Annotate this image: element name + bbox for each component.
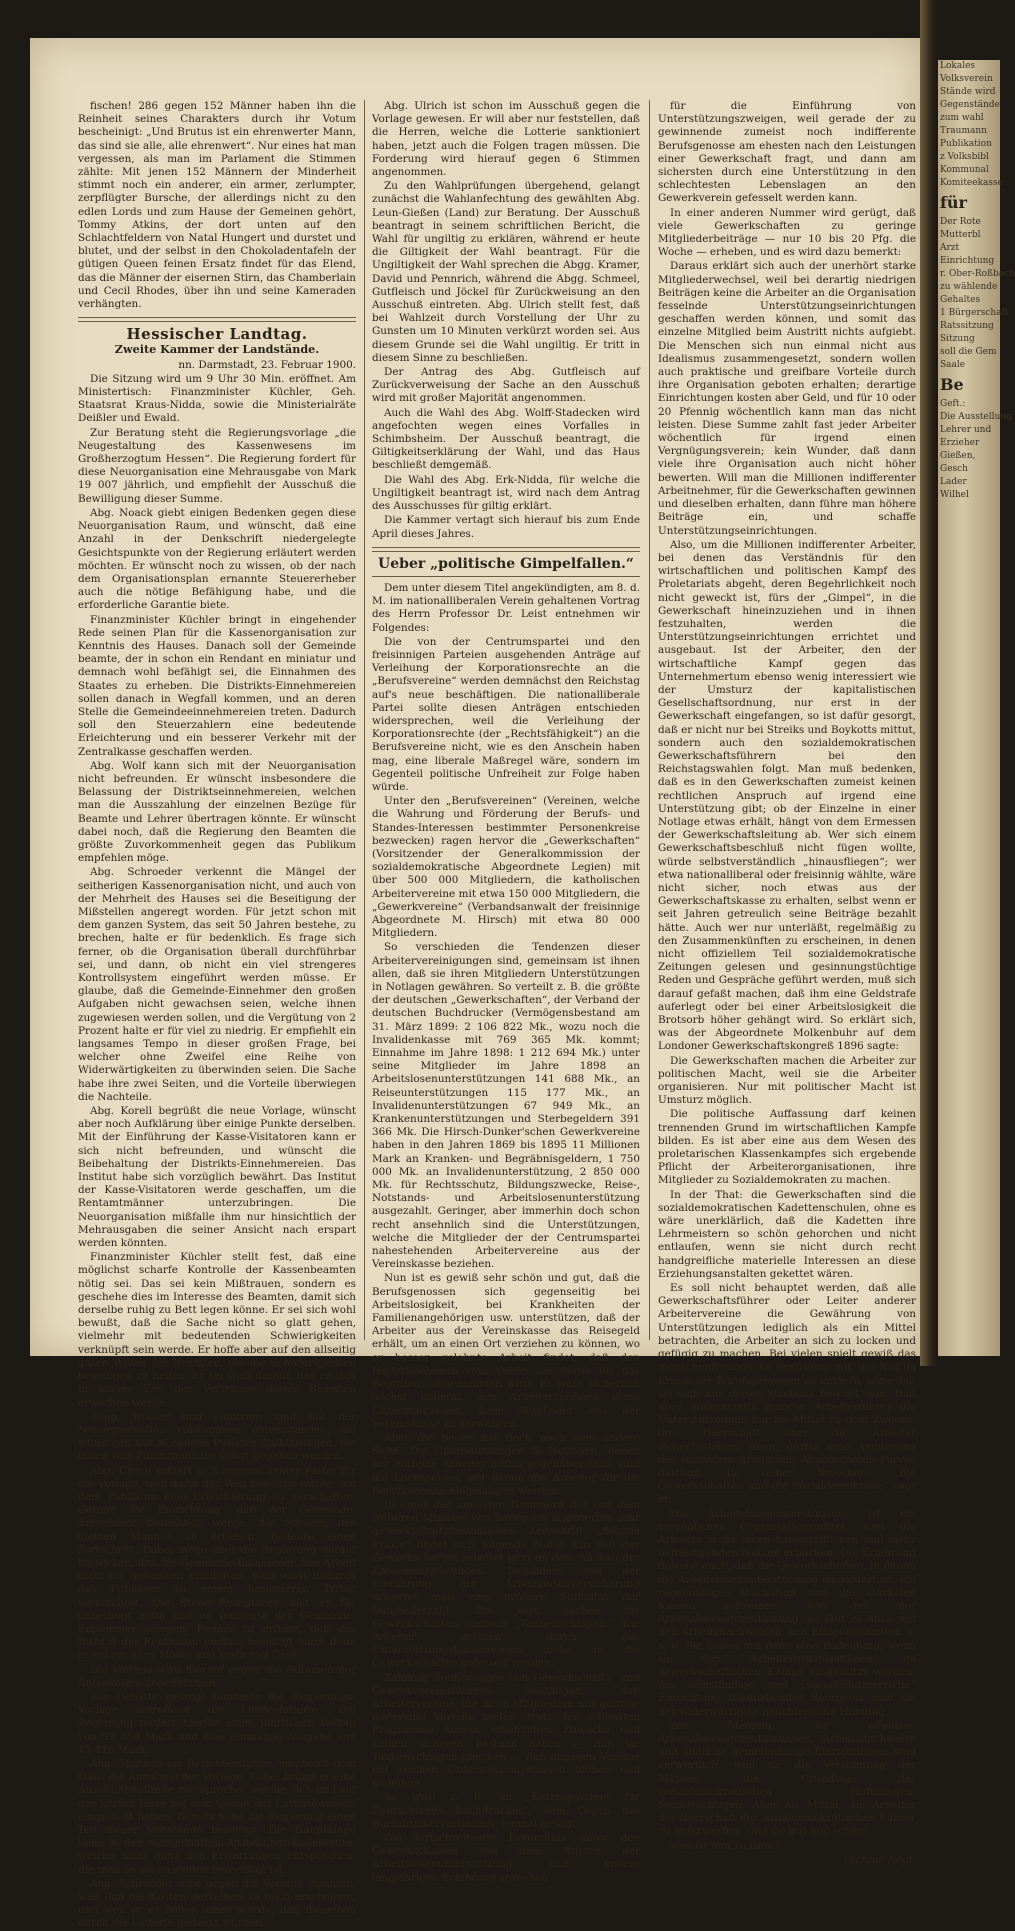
paragraph: Die politische Auffassung darf keinen trennenden Grund im wirtschaftlichen Kampfe bilden. Es ist aber eine aus dem Wesen des proletarischen Klassenkampfes sich ergebende Pflicht der Arbeiterorganisationen, ihre Mitglieder zu Sozialdemokraten zu machen. [658, 1108, 916, 1187]
paragraph: Zu den Wahlprüfungen übergehend, gelangt zunächst die Wahlanfechtung des gewählten Abg. Leun-Gießen (Land) zur Beratung. Der Ausschuß beantragt in seinem schriftlichen Bericht, die Wahl für ungiltig zu erklären, während er heute die Giltigkeit der Wahl beantragt. Für die Ungiltigkeit der Wahl sprechen die Abgg. Kramer, David und Pennrich, während die Abgg. Schmeel, Gutfleisch und Jöckel für Zurückweisung an den Ausschuß eintreten. Abg. Ulrich stellt fest, daß bei Wahlzeit durch Vorstellung der Uhr zu Gunsten um 10 Minuten verkürzt worden sei. Aus diesem Grunde sei die Wahl ungiltig. Er tritt in diesem Sinne zu beschließen. [372, 180, 640, 364]
gimpelfallen-article-continued [658, 100, 916, 1853]
adjacent-page-line: Publikation [940, 139, 992, 149]
paragraph: Abg. Schroeder verkennt die Mängel der seitherigen Kassenorganisation nicht, und auch von der Mehrheit des Hauses sei die Beseitigung der Mißstellen angeregt worden. Für jetzt schon mit dem ganzen System, das seit 50 Jahren bestehe, zu brechen, halte er für bedenklich. Es frage sich ferner, ob die Organisation überall durchführbar sei, und dann, ob nicht ein viel strengeres Kontrollsystem eingeführt werden müsse. Er glaube, daß die Gemeinde-Einnehmer den großen Aufgaben nicht gewachsen seien, welche ihnen zugewiesen werden sollen, und die Vergütung von 2 Prozent halte er für viel zu niedrig. Er empfiehlt ein langsames Tempo in dieser großen Frage, bei welcher ohne Zweifel eine Reihe von Widerwärtigkeiten zu überwinden seien. Die Sache habe ihre zwei Seiten, und die Vorteile überwiegen die Nachteile. [78, 866, 356, 1103]
adjacent-page-line: zum wahl [940, 113, 984, 123]
adjacent-page-line: Geft.: [940, 399, 966, 409]
adjacent-page-line: Be [940, 375, 964, 394]
paragraph: Die Vorlage wird hierauf gegen die Stimmen der Antisemiten angenommen. [78, 1663, 356, 1689]
paragraph: Es soll nicht behauptet werden, daß alle Gewerkschaftsführer oder Leiter anderer Arbeitervereine die Gewährung von Unterstützungen lediglich als ein Mittel betrachten, die Arbeiter an sich zu locken und gefügig zu machen. Bei vielen spielt gewiß das menschenfreundliche Bestreben mit, die Not im Kreise der Berufsgenossen zu mildern, ohne daß sie sich nur dieses Strebens bewußt sein. Daß aber andererseits manche Arbeiterführer die Unterstützungen nur als Mittel zu dem Zwecke, ihre Herrschaft über die Arbeiter sicherzustellen, üben, dürfte eine Aeußerung des sozialdemokratischen Abgeordneten Parvus darthun. In seiner Broschüre „die Gewerkschaften und die Sozialdemokratie“ sagt er: [658, 1282, 916, 1506]
adjacent-page-line: Mutterbl [940, 230, 981, 240]
adjacent-page-line: Lokales [940, 61, 976, 71]
adjacent-page-line: soll die Gem [940, 347, 997, 357]
paragraph: So verschieden die Tendenzen dieser Arbeitervereinigungen sind, gemeinsam ist ihnen allen, daß sie ihren Mitgliedern Unterstützungen in Notlagen gewähren. So verteilt z. B. die größte der deutschen „Gewerkschaften“, der Verband der deutschen Buchdrucker (Vermögensbestand am 31. März 1899: 2 106 822 Mk., wozu noch die Invalidenkasse mit 769 365 Mk. kommt; Einnahme im Jahre 1898: 1 212 694 Mk.) unter seine Mitglieder im Jahre 1898 an Arbeitslosenunterstützungen 141 688 Mk., an Reiseunterstützungen 115 177 Mk., an Invalidenunterstützungen 67 949 Mk., an Krankenunterstützungen und Sterbegeldern 391 366 Mk. Die Hirsch-Dunker'schen Gewerkvereine haben in den Jahren 1869 bis 1895 11 Millionen Mark an Kranken- und Begräbnisgeldern, 1 750 000 Mk. an Invalidenunterstützung, 2 850 000 Mk. für Rechtsschutz, Bildungszwecke, Reise-, Notstands- und Arbeitslosenunterstützung ausgezahlt. Geringer, aber immerhin doch schon recht ansehnlich sind die Unterstützungen, welche die Mitglieder der der Centrumspartei nahestehenden Arbeitervereine aus der Vereinskasse beziehen. [372, 941, 640, 1271]
paragraph: Dem unter diesem Titel angekündigten, am 8. d. M. im nationalliberalen Verein gehaltenen Vortrag des Herrn Professor Dr. Leist entnehmen wir Folgendes: [372, 581, 640, 634]
column-rule [649, 100, 650, 1340]
adjacent-page-line: Lader [940, 477, 967, 487]
headline-rule [372, 576, 640, 577]
paragraph: Finanzminister Küchler bringt in eingehender Rede seinen Plan für die Kassenorganisation zur Kenntnis des Hauses. Danach soll der Gemeinde beamte, der in schon ein Rendant en miniatur und demnach wohl befähigt sei, die Einnahmen des Staates zu erheben. Die Distrikts-Einnehmereien sollen danach in Wegfall kommen, und an deren Stelle die Gemeindeeinnehmereien treten. Dadurch soll den Steuerzahlern eine bedeutende Erleichterung und ein besserer Verkehr mit der Zentralkasse geschaffen werden. [78, 613, 356, 758]
paragraph: Abg. Korell begrüßt die neue Vorlage, wünscht aber noch Aufklärung über einige Punkte derselben. Mit der Einführung der Kasse-Visitatoren kann er sich nicht befreunden, und wünscht die Beibehaltung der Distrikts-Einnehmereien. Das Institut habe sich vorzüglich bewährt. Das Institut der Kasse-Visitatoren werde geschaffen, um die Rentamtmänner unterzubringen. Die Neuorganisation mißfalle ihm nur hinsichtlich der Mehrausgaben die seiner Ansicht nach erspart werden könnten. [78, 1105, 356, 1250]
paragraph: Abg. Wolf kann sich mit der Neuorganisation nicht befreunden. Er wünscht insbesondere die Belassung der Distriktseinnehmereien, welchen man die Ausszahlung der einzelnen Bezüge für Beamte und Lehrer übertragen könnte. Er wünscht dabei noch, daß die Regierung den Beamten die größte Zuvorkommenheit gegen das Publikum empfehlen möge. [78, 759, 356, 865]
adjacent-page-line: Wilhel [940, 490, 969, 500]
paragraph: Unter den „Berufsvereinen“ (Vereinen, welche die Wahrung und Förderung der Berufs- und Standes-Interessen bestimmter Personenkreise bezwecken) ragen hervor die „Gewerkschaften“ (Vorsitzender der Generalkommission der sozialdemokratische Abgeordnete Legien) mit über 500 000 Mitgliedern, die katholischen Arbeitervereine mit etwa 150 000 Mitgliedern, die „Gewerkvereine“ (Verbandsanwalt der freisinnige Abgeordnete M. Hirsch) mit etwa 80 000 Mitgliedern. [372, 795, 640, 940]
adjacent-page-line: Gegenstände [940, 100, 1000, 110]
adjacent-page-line: Arzt [940, 243, 960, 253]
paragraph: Auch die Wahl des Abg. Wolff-Stadecken wird angefochten wegen eines Vorfalles in Schimbsheim. Der Ausschuß beantragt, die Giltigkeitserklärung der Wahl, und das Haus beschließt demgemäß. [372, 406, 640, 472]
paragraph: Die Gewerkschaften machen die Arbeiter zur politischen Macht, weil sie die Arbeiter organisieren. Nur mit politischer Macht ist Umsturz möglich. [658, 1054, 916, 1107]
section-subheading: Zweite Kammer der Landstände. [114, 342, 320, 357]
paragraph: Zur Beratung steht die Regierungsvorlage „die Neugestaltung des Kassenwesens im Großherzogtum Hessen“. Die Regierung fordert für diese Neuorganisation eine Mehrausgabe von Mark 19 007 jährlich, und empfiehlt der Ausschuß die Bewilligung dieser Summe. [78, 426, 356, 505]
adjacent-page-line: Kommunal [940, 165, 989, 175]
paragraph: So wird z. B. im „Korrespondent für Deutschlands Buchdrucker“, dem Organ des Buchdruckerverbandes, einmal gesagt: [372, 1791, 640, 1830]
section-rule [372, 547, 640, 552]
paragraph: Zur Debatte gelangt nunmehr die Regierungs-Vorlage betreffend die Landeslotterie. Die Regierung fordert hierfür einen jährlichen Betrag von 92 850 Mark und eine einmalige Ausgabe von 15 416 Mark. [78, 1690, 356, 1756]
adjacent-page-line: Einrichtung [940, 256, 995, 266]
paragraph: Daraus erklärt sich auch der unerhört starke Mitgliederwechsel, weil bei derartig niedrigen Beiträgen keine die Arbeiter an die Organisation fesselnde Unterstützungseinrichtungen geschaffen werden können, und somit das einzelne Mitglied beim Austritt nichts aufgiebt. Die Menschen sich nun einmal nicht aus Idealismus zusammengesetzt, sondern wollen auch praktische und greifbare Vorteile durch ihre Organisation geboten erhalten; derartige Einrichtungen kosten aber Geld, und für 10 oder 20 Pfennig wöchentlich kann man das nicht leisten. Diese Summe zahlt fast jeder Arbeiter wöchentlich für irgend einen Vergnügungsverein; kein Wunder, daß dann viele ihre Organisation auch nicht höher bewerten. Will man die Millionen indifferenter Arbeitnehmer, für die Gewerkschaften gewinnen und dieselben erhalten, dann führe man höhere Beiträge ein, und schaffe Unterstützungseinrichtungen. [658, 260, 916, 537]
paragraph: Die Sitzung wird um 9 Uhr 30 Min. eröffnet. Am Ministertisch: Finanzminister Küchler, Geh. Staatsrat Kraus-Nidda, sowie die Ministerialräte Deißler und Ewald. [78, 372, 356, 425]
landtag-report-continued [372, 100, 640, 541]
paragraph: Abg. Noack giebt einigen Bedenken gegen diese Neuorganisation Raum, und wünscht, daß eine Anzahl in der Denkschrift niedergelegte Gesichtspunkte von der Regierung erläutert werden möchten. Er wünscht noch zu wissen, ob der nach dem Organisationsplan ernannte Steuererheber auch die nötige Befähigung habe, und die erforderliche Garantie biete. [78, 506, 356, 612]
paragraph: Abgg. Brauer und Guntrum sind mit der Neuorganisation vollkommen einverstanden, sie wünschen nur in einigen Punkten Aufklärungen, die ihnen vom Finanzminister sofort gegeben werden. [78, 1410, 356, 1463]
paragraph: für die Einführung von Unterstützungszweigen, weil gerade der zu gewinnende zumeist noch indifferente Berufsgenosse am ehesten nach den Leistungen einer Gewerkschaft fragt, und dann am sichersten durch eine Unterstützung in den schlechtesten Lebenslagen an den Gewerkverein gefesselt werden kann. [658, 100, 916, 205]
adjacent-page-line: Saale [940, 360, 966, 370]
paragraph: Abg. Ulrich ist schon im Ausschuß gegen die Vorlage gewesen. Er will aber nur feststellen, daß die Herren, welche die Lotterie sanktioniert haben, jetzt auch die Folgen tragen müssen. Die Forderung wird hierauf gegen 6 Stimmen angenommen. [372, 100, 640, 179]
adjacent-page-strip [938, 60, 1015, 1356]
adjacent-page-line: Ratssitzung [940, 321, 994, 331]
continuation-note: (Schluß folgt. [844, 1853, 916, 1866]
adjacent-page-line: Komiteekasse [940, 178, 1003, 188]
gimpelfallen-article [372, 582, 640, 1885]
paragraph: Nun ist es gewiß sehr schön und gut, daß die Berufsgenossen sich gegenseitig bei Arbeitslosigkeit, bei Krankheiten der Familienangehörigen usw. unterstützen, daß der Arbeiter aus der Vereinskasse das Reisegeld erhält, um an einen Ort verziehen zu können, wo er besser gelohnte Arbeit findet, daß den Hinterbliebenen vom Verein die Sorge für das Begräbnis abgenommen wird. Es wäre sicherlich höchst illiberal, den Arbeitervereinen diese Unterstützungen ihrer Mitglieder aus der Vereinskasse zu verwehren. [372, 1272, 640, 1430]
paragraph: Die fortschreitende Erkenntnis unter den Gewerkschaften von dem Nutzen der Arbeitslosenunterstützung und unsere langjährigen Erfahrung sprechen [372, 1832, 640, 1884]
paragraph: In der That: die Gewerkschaften sind die sozialdemokratischen Kadettenschulen, ohne es wäre unerklärlich, daß die Kadetten ihre Lehrmeistern so schön gehorchen und nicht entlaufen, wenn sie nicht durch recht handgreifliche materielle Interessen an diese Erziehungsanstalten gekettet wären. [658, 1188, 916, 1280]
adjacent-page-line: 1 Bürgerschaft [940, 308, 1009, 318]
adjacent-page-text [938, 60, 1015, 502]
adjacent-page-line: Lehrer und [940, 425, 992, 435]
dateline: nn. Darmstadt, 23. Februar 1900. [178, 358, 356, 371]
column-1 [78, 100, 356, 1930]
adjacent-page-line: für [940, 193, 967, 212]
paragraph: Zahllose Aeußerungen von Gewerkschafts- und Gewerkvereinsführern bestätigen, daß Arbeitervereine, die ihren Mitgliedern nur geringe materielle Vorteile bieten, trotz der schönsten Programme keinen erheblichen Zuwachs und keinen sicheren Bestand haben — daß sie Taubenschlägen gleichen — daß dagegen Vereine mit reichen Unterstützungskassen blühen und gedeihen. [372, 1671, 640, 1790]
column-rule [364, 100, 365, 1340]
adjacent-page-line: Sitzung [940, 334, 975, 344]
adjacent-page-line: Gießen, [940, 451, 976, 461]
adjacent-page-line: Volksverein [940, 74, 993, 84]
adjacent-page-line: Der Rote [940, 217, 981, 227]
adjacent-page-line: Stände wird [940, 87, 996, 97]
paragraph: In einer der neuesten Nummern der von dem früheren Minister von Berlepsch inspirierten sehr gewerkschaftsfreundlichen Zeitschrift „Soziale Praxis“ findet sich folgende Notiz: Ein Teil der Gewerkschaften arbeitet jetzt an dem Ausbau der Kasseneinrichtungen. Besonders von der Einführung der Arbeitslosenversicherung erwartet man eine größere Stabilität der Mitgliederzahl. Bis jetzt glichen die Gewerkschaften vielfach „Taubenschlägen.“ Die Arbeiter müßten durch das Unterstützungskassenwesen mehr an die Gewerkschaften gefesselt werden. [372, 1498, 640, 1670]
adjacent-page-line: Erzieher [940, 438, 980, 448]
adjacent-page-line: z Volksbibl [940, 152, 989, 162]
paragraph: Finanzminister Küchler stellt fest, daß eine möglichst scharfe Kontrolle der Kassenbeamten nötig sei. Das sei kein Mißtrauen, sondern es geschehe dies im Interesse des Beamten, damit sich derselbe ruhig zu Bett legen könne. Er sei sich wohl bewußt, daß die Sache nicht so glatt gehen, vielmehr mit bedeutenden Schwierigkeiten verknüpft sein werde. Er hoffe aber auf den allseitig guten Willen der Beamten, um die Schwierigkeiten beseitigen zu helfen. Er sei stolz darauf, daß er sich in kurzer Zeit das Vertrauen dieser Beamten erworben werde. [78, 1251, 356, 1409]
landtag-report [78, 373, 356, 1931]
column-3 [658, 100, 916, 1866]
adjacent-page-line: Gesch [940, 464, 968, 474]
column-2 [372, 100, 640, 1884]
paragraph: Abg. Ulrich erklärt sich namens seiner Partei für die Vorlage, weil darin der Weg betreten werde, um dem Publikum eine Erleichterung zu verschaffen. Gerade die Einrichtung, daß der Gemeinde-Einnehmer berechtigt werde, die Steuern des kleinen Mannes zu erheben, bedeute einen Fortschritt. Dabei möge aber die Regierung darauf hinwirken, daß die Gemeinde-Einnehmer ihre Arbeit nicht im Nebenamt erledigten, weil sonst dadurch das Publikum zu einem besonderen Tribut verpflichtet. Die Steuer-Rezeptoren hält er für unbedingt nötig und im Interesse der Gemeinde-Einnehmer gelegen. Redner ist erfreut, daß das Institut der Rentämter endlich beseitigt wird; denn es sei ein altes Möbel und koste viel Geld. [78, 1464, 356, 1662]
book-binding [920, 0, 938, 1366]
paragraph: Aber die Sache hat doch noch eine andere Seite. Die Unterstützungen in Notlagen, denen der einzelne Arbeiter hilflos gegenübersteht, sind die Lockspeisen, mit denen die Arbeiter für die Berufsvereine eingefangen werden. [372, 1431, 640, 1497]
adjacent-page-line: r. Ober-Roßbach [940, 269, 1015, 279]
section-heading: Hessischer Landtag. [126, 325, 308, 344]
paragraph: Abg. Molthan als Berichterstatter, empfiehlt dem Haus die Annahme der Vorlage. Dabei bringt er eine Anzahl Mißstände zur Sprache, welche sich im Lauf der letzten Jahre bei dem Gebiet des Lotteriewesens eingestellt haben. Bereits habe die Regierung einen Teil dieser Mißstände beseitigt. Die Hauptklage liege in den mangelhaften Anstellungs-Kollekteure, welche nicht ganz den Erwartungen entsprechen, die man an sie zu stellen berechtigt ist. [78, 1757, 356, 1876]
paragraph: In einer anderen Nummer wird gerügt, daß viele Gewerkschaften zu geringe Mitgliederbeiträge — nur 10 bis 20 Pfg. die Woche — erheben, und es wird dazu bemerkt: [658, 206, 916, 259]
paragraph: Die Arbeitslosenunterstützung ist ein vorzügliches Organisationsmittel, weil die Arbeiter in ihr einen handgreiflichen und mehr befriedigenden Nutzen erblicken. Die Erfahrung beweist auch, daß die Gewerkschaften, in denen die Arbeitslosenunterstützung eingeführt ist, ein regelmäßiges Wachstum und die stärksten Kassen aufweisen. Wie mit der Arbeitslosenunterstützung, so fällt es auch mit den Arbeitsnachweisen, den Einigungsämtern u. s. w. Sie haben nur dann eine Bedeutung, wenn sie von Arbeiterorganisationen im gewerkschaftlichen Kampf ausgenutzt werden. Als selbständige und „sozialreformerische“ Einrichtung friedliebender Bourgeois sind sie der widerwärtigste heuchlerische Humbug. [658, 1507, 916, 1718]
paragraph: Abg. Schroeder wird gegen die Vorlage stimmen, weil ihm die Kosten derselben zu hoch erscheinen, und weil er es lieber sehen würde, daß dieselben durch die Lotterie gedeckt würden. [78, 1877, 356, 1930]
paragraph: Also, um die Millionen indifferenter Arbeiter, bei denen das Verständnis für den wirtschaftlichen und politischen Kampf des Proletariats abgeht, deren Begehrlichkeit noch nicht geweckt ist, fürs der „Gimpel“, in die Gewerkschaft hineinzuziehen und in ihnen festzuhalten, werden die Unterstützungseinrichtungen errichtet und ausgebaut. Ist der Arbeiter, den der wirtschaftliche Kampf gegen das Unternehmertum ebenso wenig interessiert wie der Umsturz der kapitalistischen Gesellschaftsordnung, nur erst in der Gewerkschaft eingefangen, so ist dafür gesorgt, daß er nicht nur bei Streiks und Boykotts mittut, sondern auch den sozialdemokratischen Gewerkschaftsführern bei den Reichstagswahlen folgt. Man muß bedenken, daß es in den Gewerkschaften zumeist keinen rechtlichen Anspruch auf irgend eine Unterstützung gibt; ob der Einzelne in einer Notlage etwas erhält, hängt von dem Ermessen der Gewerkschaftsleitung ab. Wer sich einem Gewerkschaftsbeschluß nicht fügen wollte, würde selbstverständlich „hinausfliegen“; wer etwa nationalliberal oder freisinnig wählte, wäre nicht sicher, noch etwas aus der Gewerkschaftskasse zu erhalten, selbst wenn er seit Jahren getreulich seine Beiträge bezahlt hätte. Auch wer nur unterläßt, regelmäßig zu den Zusammenkünften zu erscheinen, in denen nicht offiziellem Teil sozialdemokratische Zeitungen gelesen und gesinnungstüchtige Reden und Gespräche geführt werden, muß sich darauf gefaßt machen, daß ihm eine Geldstrafe auferlegt oder bei einer Arbeitslosigkeit die Brotsorb höher gehängt wird. So erklärt sich, was der Abgeordnete Molkenbuhr auf dem Londoner Gewerkschaftskongreß 1896 sagte: [658, 538, 916, 1053]
adjacent-page-line: zu wählende [940, 282, 998, 292]
adjacent-page-line: Traumann [940, 126, 987, 136]
paragraph: Die Meinung ist offenbar: Arbeitslosenunterstützungen, Arbeitsnachweise und ähnliche gemeinnützige Einrichtungen sind verwerflich, weil sie die Versöhnung der Massen, die Grundlage der sozialdemokratischen Hoffnungen, beeinträchtigen. Aber als Mittel, die Arbeiter der Herrschaft der sozialdemokratischen Führer zu unterwerfen, sind sie gut und schön! [658, 1719, 916, 1838]
paragraph: Was ist nun zu thun? [670, 1839, 780, 1852]
article-tail: fischen! 286 gegen 152 Männer haben ihn die Reinheit seines Charakters durch ihr Votum bescheinigt: „Und Brutus ist ein ehrenwerter Mann, das sind sie alle, alle ehrenwert“. Nur eines hat man vergessen, als man im Parlament die Stimmen zählte: Mit jenen 152 Männern der Minderheit stimmt noch ein anderer, ein armer, zerlumpter, zerpflügter Bursche, der allerdings nicht zu den edlen Lords und zum Hause der Gemeinen gehört, Tommy Atkins, der dort unten auf den Schlachtfeldern von Natal Hungert und durstet und blutet, und der selbst in den Chokoladentafeln der gütigen Queen feinen Ersatz findet für das Elend, das die Männer der eisernen Stirn, das Chamberlain und Cecil Rhodes, über ihn und seine Kameraden verhängten. [78, 100, 356, 311]
adjacent-page-line: Die Ausstellung [940, 412, 1012, 422]
paragraph: Die Kammer vertagt sich hierauf bis zum Ende April dieses Jahres. [372, 514, 640, 540]
adjacent-page-line: Gehaltes [940, 295, 981, 305]
paragraph: Die Wahl des Abg. Erk-Nidda, für welche die Ungiltigkeit beantragt ist, wird nach dem Antrag des Ausschusses für giltig erklärt. [372, 473, 640, 513]
paragraph: Die von der Centrumspartei und den freisinnigen Parteien ausgehenden Anträge auf Verleihung der Korporationsrechte an die „Berufsvereine“ werden demnächst den Reichstag auf's neue beschäftigen. Die nationalliberale Partei sollte diesen Anträgen entschieden widersprechen, weil die Verleihung der Korporationsrechte (der „Rechtsfähigkeit“) an die Berufsvereine nicht, wie es den Anschein haben mag, eine liberale Maßregel wäre, sondern im Gegenteil politische Unfreiheit zur Folge haben würde. [372, 635, 640, 793]
paragraph: Der Antrag des Abg. Gutfleisch auf Zurückverweisung der Sache an den Ausschuß wird mit großer Majorität angenommen. [372, 366, 640, 405]
article-headline: Ueber „politische Gimpelfallen.“ [378, 555, 634, 572]
section-rule [78, 317, 356, 322]
